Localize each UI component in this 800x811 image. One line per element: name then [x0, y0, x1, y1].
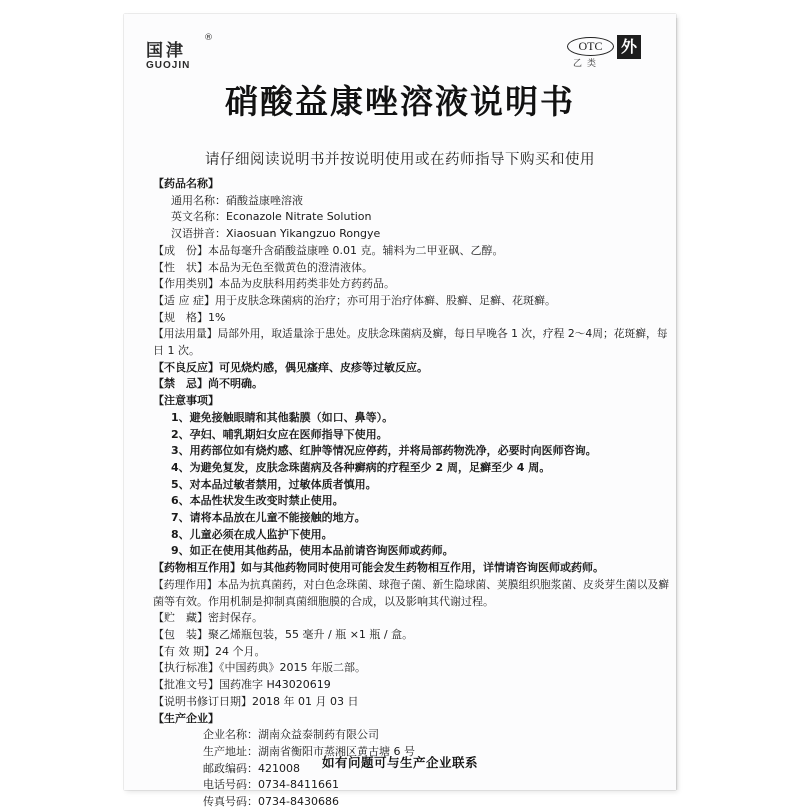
dosage-line-2: 日 1 次。 [153, 344, 200, 358]
dosage-line-1: 【用法用量】局部外用，取适量涂于患处。皮肤念珠菌病及癣，每日早晚各 1 次，疗程 2～4周；花斑癣，每 [153, 327, 668, 341]
precaution-item: 1、避免接触眼睛和其他黏膜（如口、鼻等）。 [171, 410, 394, 424]
otc-badge: OTC [567, 37, 614, 56]
precaution-item: 6、本品性状发生改变时禁止使用。 [171, 494, 344, 508]
manufacturer-info: 传真号码：0734-8430686 [203, 795, 339, 809]
adverse-reactions: 【不良反应】可见烧灼感，偶见瘙痒、皮疹等过敏反应。 [153, 360, 428, 374]
otc-class-label: 乙类 [573, 59, 602, 69]
pharmacology-line-2: 菌等有效。作用机制是抑制真菌细胞膜的合成，以及影响其代谢过程。 [153, 594, 494, 608]
brand-name-cn: 国津 [146, 41, 186, 61]
precaution-item: 4、为避免复发，皮肤念珠菌病及各种癣病的疗程至少 2 周，足癣至少 4 周。 [171, 460, 551, 474]
pharmacology-line-1: 【药理作用】本品为抗真菌药，对白色念珠菌、球孢子菌、新生隐球菌、荚膜组织胞浆菌、皮炎芽生菌以及癣 [153, 577, 670, 591]
manufacturer-info: 邮政编码：421008 [203, 761, 300, 775]
contraindications: 【禁 忌】尚不明确。 [153, 377, 263, 391]
document-subtitle: 请仔细阅读说明书并按说明使用或在药师指导下购买和使用 [205, 152, 595, 168]
precaution-item: 5、对本品过敏者禁用，过敏体质者慎用。 [171, 477, 377, 491]
manufacturer-info: 企业名称：湖南众益泰制药有限公司 [203, 728, 379, 742]
storage: 【贮 藏】密封保存。 [153, 611, 263, 625]
precautions-header: 【注意事项】 [153, 394, 219, 408]
sheet-shadow [676, 18, 679, 790]
category: 【作用类别】本品为皮肤科用药类非处方药药品。 [153, 277, 395, 291]
drug-interactions: 【药物相互作用】如与其他药物同时使用可能会发生药物相互作用，详情请咨询医师或药师。 [153, 561, 604, 575]
precaution-item: 2、孕妇、哺乳期妇女应在医师指导下使用。 [171, 427, 388, 441]
external-use-badge: 外 [617, 35, 641, 59]
validity: 【有 效 期】24 个月。 [153, 644, 266, 658]
registered-mark: ® [204, 33, 213, 43]
approval-number: 【批准文号】国药准字 H43020619 [153, 678, 331, 692]
standard: 【执行标准】《中国药典》2015 年版二部。 [153, 661, 366, 675]
generic-name: 通用名称：硝酸益康唑溶液 [171, 193, 303, 207]
pinyin-name: 汉语拼音：Xiaosuan Yikangzuo Rongye [171, 227, 381, 241]
document-title: 硝酸益康唑溶液说明书 [225, 82, 575, 121]
revision-date: 【说明书修订日期】2018 年 01 月 03 日 [153, 694, 359, 708]
manufacturer-header: 【生产企业】 [153, 711, 219, 725]
composition: 【成 份】本品每毫升含硝酸益康唑 0.01 克。辅料为二甲亚砜、乙醇。 [153, 243, 504, 257]
precaution-item: 7、请将本品放在儿童不能接触的地方。 [171, 511, 366, 525]
english-name: 英文名称：Econazole Nitrate Solution [171, 210, 372, 224]
precaution-item: 9、如正在使用其他药品，使用本品前请咨询医师或药师。 [171, 544, 454, 558]
manufacturer-info: 电话号码：0734-8411661 [203, 778, 339, 792]
footer-note: 如有问题可与生产企业联系 [321, 755, 478, 770]
instruction-body [153, 176, 673, 811]
package: 【包 装】聚乙烯瓶包装，55 毫升 / 瓶 ×1 瓶 / 盒。 [153, 627, 414, 641]
precaution-item: 3、用药部位如有烧灼感、红肿等情况应停药，并将局部药物洗净，必要时向医师咨询。 [171, 444, 597, 458]
precaution-item: 8、儿童必须在成人监护下使用。 [171, 527, 333, 541]
brand-logo [146, 33, 213, 71]
properties: 【性 状】本品为无色至微黄色的澄清液体。 [153, 260, 373, 274]
brand-name-en: GUOJIN [146, 60, 191, 71]
manufacturer-info: 生产地址：湖南省衡阳市蒸湘区黄古塘 6 号 [203, 744, 415, 758]
indications: 【适 应 症】用于皮肤念珠菌病的治疗；亦可用于治疗体癣、股癣、足癣、花斑癣。 [153, 293, 556, 307]
drug-name-header: 【药品名称】 [153, 177, 219, 190]
specification: 【规 格】1% [153, 310, 226, 324]
